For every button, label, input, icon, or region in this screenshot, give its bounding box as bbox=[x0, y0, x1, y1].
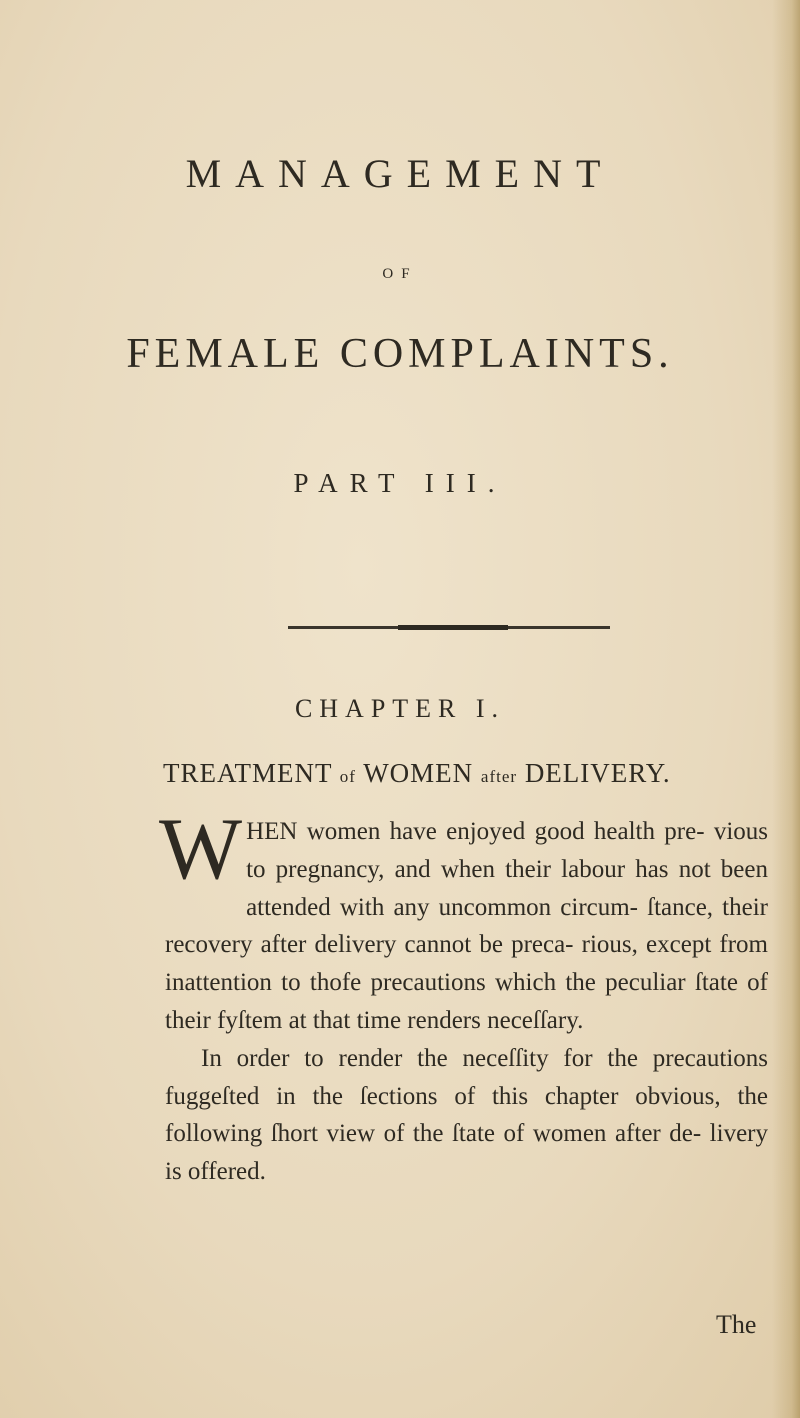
title-of: OF bbox=[382, 266, 418, 282]
part-heading: PART III. bbox=[293, 468, 507, 498]
paragraph-1-text: HEN women have enjoyed good health pre- vious to pregnancy, and when their labour has not been attended with any uncommon circum- ſtance, their recovery after delivery cannot be preca- rious, except from inattention to thofe precautions which the peculiar ſtate of their fyſtem at that time renders neceſſary. bbox=[165, 818, 768, 1034]
heading-word: after bbox=[480, 767, 518, 786]
title-female-complaints: FEMALE COMPLAINTS. bbox=[126, 331, 674, 377]
title-management: MANAGEMENT bbox=[185, 151, 615, 196]
drop-cap: W bbox=[159, 801, 243, 898]
catchword: The bbox=[716, 1310, 757, 1339]
heading-word: WOMEN bbox=[363, 758, 474, 788]
paragraph-2: In order to render the neceſſity for the precautions fuggeſted in the ſections of this chapter obvious, the following ſhort view of the ſtate of women after de- livery is offered. bbox=[165, 1044, 768, 1186]
body-text bbox=[159, 801, 768, 1191]
chapter-heading: CHAPTER I. bbox=[294, 694, 506, 723]
decorative-rule bbox=[288, 626, 610, 629]
heading-word: TREATMENT bbox=[163, 758, 332, 788]
paragraph-1 bbox=[159, 801, 768, 1040]
heading-word: of bbox=[339, 767, 356, 786]
heading-word: DELIVERY. bbox=[524, 758, 671, 788]
section-heading bbox=[163, 758, 763, 789]
